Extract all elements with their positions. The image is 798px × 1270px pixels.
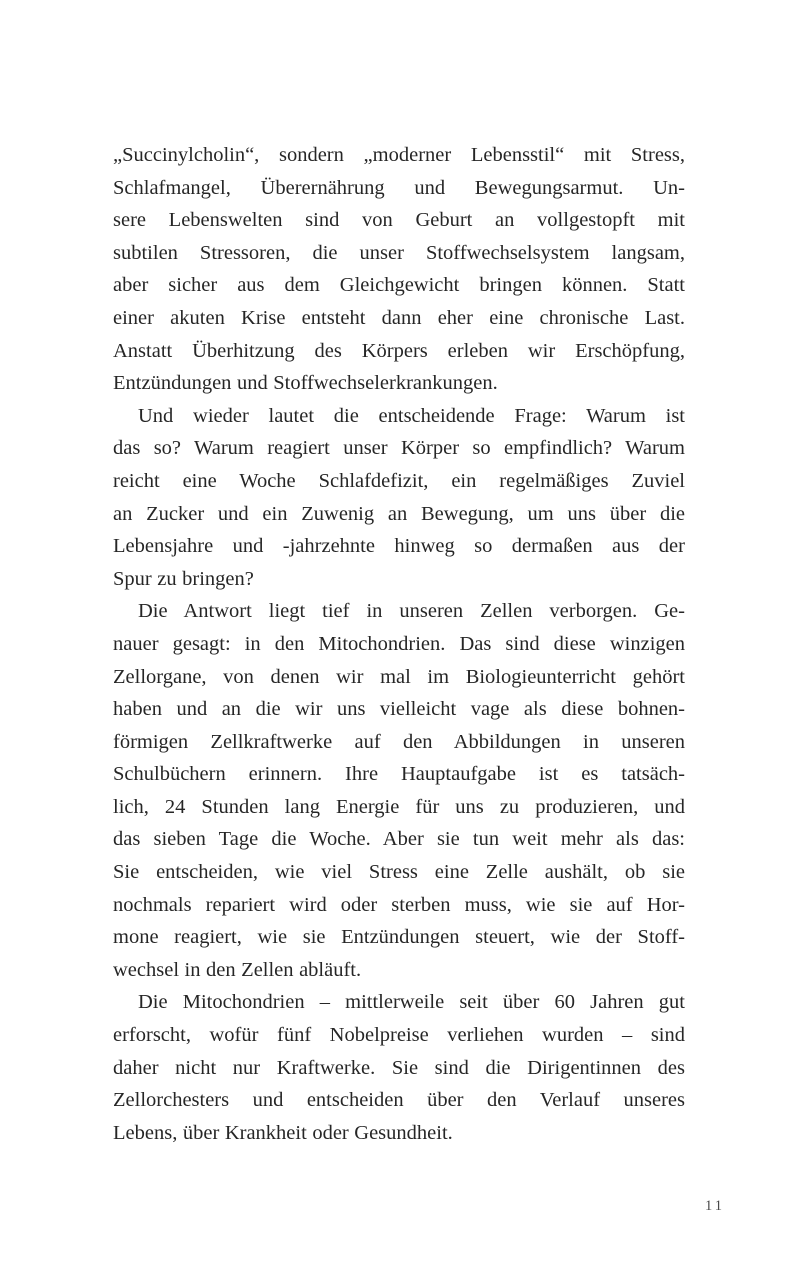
text-line: nochmals repariert wird oder sterben muss, wie sie auf Hor- (113, 893, 685, 916)
text-line: „Succinylcholin“, sondern „moderner Lebensstil“ mit Stress, (113, 144, 685, 166)
paragraph (113, 139, 685, 400)
text-line: lich, 24 Stunden lang Energie für uns zu produzieren, und (113, 795, 685, 818)
text-line: förmigen Zellkraftwerke auf den Abbildungen in unseren (113, 730, 685, 753)
text-line: Zellorgane, von denen wir mal im Biologieunterricht gehört (113, 665, 685, 688)
paragraph (113, 595, 685, 986)
page-number: 11 (705, 1198, 725, 1214)
text-line: nauer gesagt: in den Mitochondrien. Das sind diese winzigen (113, 632, 685, 655)
text-line: Sie entscheiden, wie viel Stress eine Zelle aushält, ob sie (113, 861, 685, 884)
paragraph (113, 986, 685, 1149)
body-text-block (113, 139, 685, 1149)
text-line: einer akuten Krise entsteht dann eher eine chronische Last. (113, 306, 685, 329)
text-line: aber sicher aus dem Gleichgewicht bringen können. Statt (113, 274, 685, 297)
text-line: mone reagiert, wie sie Entzündungen steuert, wie der Stoff- (113, 926, 685, 949)
paragraph (113, 400, 685, 596)
text-line: das sieben Tage die Woche. Aber sie tun weit mehr als das: (113, 828, 685, 851)
text-line: Schlafmangel, Überernährung und Bewegungsarmut. Un- (113, 176, 685, 199)
text-line: Und wieder lautet die entscheidende Frage: Warum ist (138, 404, 685, 427)
text-line: Die Antwort liegt tief in unseren Zellen verborgen. Ge- (138, 600, 685, 623)
text-line: das so? Warum reagiert unser Körper so empfindlich? Warum (113, 437, 685, 460)
text-line: Zellorchesters und entscheiden über den Verlauf unseres (113, 1089, 685, 1112)
text-line: subtilen Stressoren, die unser Stoffwechselsystem langsam, (113, 241, 685, 264)
text-line: Entzündungen und Stoffwechselerkrankungen. (113, 372, 498, 395)
text-line: daher nicht nur Kraftwerke. Sie sind die Dirigentinnen des (113, 1056, 685, 1079)
text-line: Schulbüchern erinnern. Ihre Hauptaufgabe ist es tatsäch- (113, 763, 685, 786)
text-line: an Zucker und ein Zuwenig an Bewegung, um uns über die (113, 502, 685, 525)
text-line: reicht eine Woche Schlafdefizit, ein regelmäßiges Zuviel (113, 469, 685, 492)
text-line: Spur zu bringen? (113, 567, 254, 590)
text-line: Lebensjahre und -jahrzehnte hinweg so dermaßen aus der (113, 535, 685, 558)
text-line: Anstatt Überhitzung des Körpers erleben wir Erschöpfung, (113, 339, 685, 362)
text-line: wechsel in den Zellen abläuft. (113, 958, 362, 981)
text-line: erforscht, wofür fünf Nobelpreise verliehen wurden – sind (113, 1024, 685, 1047)
text-line: sere Lebenswelten sind von Geburt an vollgestopft mit (113, 209, 685, 232)
text-line: haben und an die wir uns vielleicht vage als diese bohnen- (113, 698, 685, 721)
text-line: Lebens, über Krankheit oder Gesundheit. (113, 1121, 453, 1144)
text-line: Die Mitochondrien – mittlerweile seit über 60 Jahren gut (138, 991, 685, 1014)
